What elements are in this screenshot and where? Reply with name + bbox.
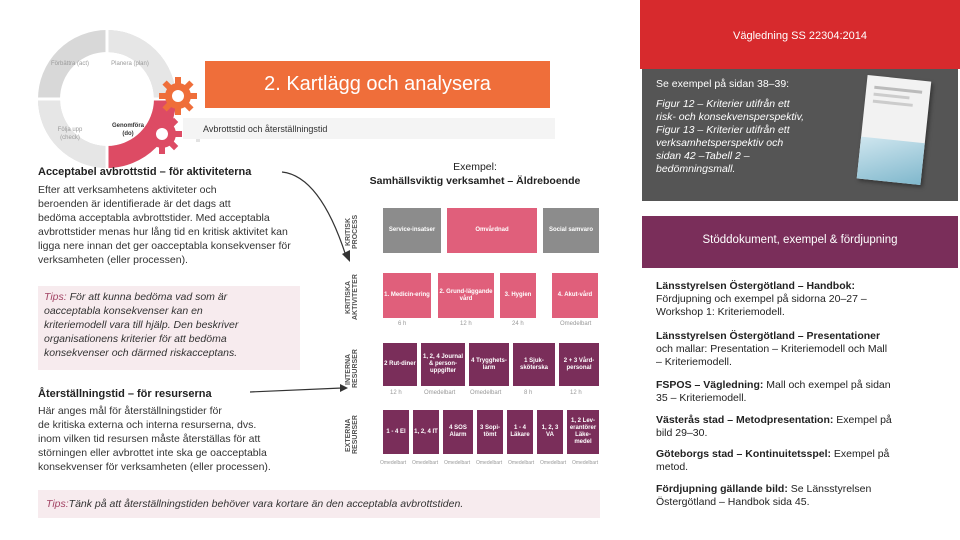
internal-time: 8 h <box>524 390 533 396</box>
cycle-label-check: Följa upp (check) <box>57 127 83 141</box>
heading-recovery-time: Återställningstid – för resurserna <box>38 388 212 400</box>
external-resource-cell: 1 - 4 El <box>383 410 409 454</box>
resource-item[interactable] <box>656 483 936 509</box>
external-resource-cell: 1, 2, 3 VA <box>537 410 563 454</box>
row-label-activities: KRITISKA AKTIVITETER <box>345 274 359 320</box>
tips-line: oacceptabla konsekvenser kan en <box>44 305 203 317</box>
resource-line: Exempel på <box>833 414 892 426</box>
section2-line: störningen eller avbrottet inte ska ge oacceptabla <box>38 447 267 459</box>
cycle-label-act: Förbättra (act) <box>50 61 89 67</box>
activity-time: 24 h <box>512 321 524 327</box>
resource-line: Östergötland – Handbok sida 45. <box>656 496 810 508</box>
resource-item[interactable] <box>656 280 936 319</box>
resource-item[interactable] <box>656 379 936 405</box>
internal-resource-cell: 2 Rut-diner <box>383 343 417 386</box>
activity-cell: 1. Medicin-ering <box>383 273 431 318</box>
tips-box-criteria <box>38 286 300 370</box>
resource-line: Se Länsstyrelsen <box>787 483 872 495</box>
resource-title: Västerås stad – Metodpresentation: <box>656 414 834 426</box>
resource-title: Länsstyrelsen Östergötland – Presentationer <box>656 330 881 342</box>
cycle-label-do: Genomföra (do) <box>111 123 144 137</box>
row-label-external: EXTERNA RESURSER <box>345 415 359 455</box>
tips-line: kriteriemodell vara till hjälp. Den beskriver <box>44 319 239 331</box>
resource-line: Fördjupning och exempel på sidorna 20–27 – <box>656 293 867 305</box>
subtitle-bar <box>183 118 555 139</box>
resource-item[interactable] <box>656 414 936 440</box>
tips-box-recovery <box>38 490 600 518</box>
resource-item[interactable] <box>656 330 936 369</box>
external-time: Omedelbart <box>572 460 599 466</box>
resource-title: FSPOS – Vägledning: <box>656 379 764 391</box>
figure-line: verksamhetsperspektiv och <box>656 137 784 149</box>
activity-cell: 2. Grund-läggande vård <box>438 273 494 318</box>
resource-line: metod. <box>656 461 689 473</box>
figure-line: Figur 12 – Kriterier utifrån ett <box>656 98 790 110</box>
resource-item[interactable] <box>656 448 936 474</box>
figure-line: bedömningsmall. <box>656 163 736 175</box>
section2-line: Här anges mål för återställningstider för <box>38 405 222 417</box>
process-cell: Service-insatser <box>383 208 441 253</box>
resource-line: – Kriteriemodell. <box>656 356 732 368</box>
resource-line: Workshop 1: Kriteriemodell. <box>656 306 785 318</box>
resource-line: 35 – Kriteriemodell. <box>656 392 747 404</box>
figure-line: risk- och konsekvensperspektiv, <box>656 111 805 123</box>
row-label-internal: INTERNA RESURSER <box>345 349 359 389</box>
tips-line: För att kunna bedöma vad som är <box>66 291 228 303</box>
subtitle-text: Avbrottstid och återställningstid <box>203 123 328 134</box>
tips-line: organisationens kriterier för att bedöma <box>44 333 227 345</box>
section1-line: Efter att verksamhetens aktiviteter och <box>38 184 217 196</box>
heading-acceptable-downtime: Acceptabel avbrottstid – för aktiviteterna <box>38 166 252 178</box>
figure-list <box>656 98 846 176</box>
example-title <box>340 160 610 188</box>
resource-line: bild 29–30. <box>656 427 708 439</box>
internal-resource-cell: 1, 2, 4 Journal & person-uppgifter <box>421 343 465 386</box>
external-time: Omedelbart <box>380 460 407 466</box>
section1-line: beroenden är identifierade är det dags att <box>38 198 231 210</box>
external-time: Omedelbart <box>540 460 567 466</box>
activity-time: 12 h <box>460 321 472 327</box>
example-title-line1: Exempel: <box>453 161 497 173</box>
section2-line: inom vilken tid resursen måste återställas för att <box>38 433 261 445</box>
figure-line: sidan 42 –Tabell 2 – <box>656 150 750 162</box>
resource-line: Mall och exempel på sidan <box>763 379 891 391</box>
gears-icon <box>150 72 210 162</box>
tips-line: konsekvenser och därmed riskacceptans. <box>44 347 238 359</box>
internal-resource-cell: 2 + 3 Vård-personal <box>559 343 599 386</box>
activity-cell: 4. Akut-vård <box>552 273 598 318</box>
resource-title: Länsstyrelsen Östergötland – Handbok: <box>656 280 855 292</box>
cycle-label-plan: Planera (plan) <box>111 61 149 67</box>
external-resource-cell: 4 SOS Alarm <box>443 410 473 454</box>
section2-line: konsekvenser för verksamheten (eller processen). <box>38 461 271 473</box>
slide-title: 2. Kartlägg och analysera <box>205 61 550 108</box>
external-resource-cell: 1 - 4 Läkare <box>507 410 533 454</box>
section1-line: bedöma acceptabla avbrottstider. Med acceptabla <box>38 212 270 224</box>
internal-time: Omedelbart <box>424 390 456 396</box>
support-docs-title: Stöddokument, exempel & fördjupning <box>702 234 898 246</box>
external-time: Omedelbart <box>508 460 535 466</box>
section2-line: de kritiska externa och interna resurserna, dvs. <box>38 419 257 431</box>
section2-body <box>38 404 338 474</box>
internal-resource-cell: 4 Trygghets-larm <box>469 343 509 386</box>
activity-time: Omedelbart <box>560 321 592 327</box>
external-time: Omedelbart <box>412 460 439 466</box>
resource-line: och mallar: Presentation – Kriteriemodell och Mall <box>656 343 888 355</box>
resource-line: Exempel på <box>831 448 890 460</box>
resource-title: Göteborgs stad – Kontinuitetsspel: <box>656 448 832 460</box>
resource-title: Fördjupning gällande bild: <box>656 483 788 495</box>
connector-arrow-2 <box>250 378 350 398</box>
external-time: Omedelbart <box>444 460 471 466</box>
see-example-text: Se exempel på sidan 38–39: <box>656 78 790 90</box>
internal-time: 12 h <box>570 390 582 396</box>
tips-text: Tänk på att återställningstiden behöver vara kortare än den acceptabla avbrottstiden. <box>68 498 464 510</box>
section1-line: verksamheten (eller processen). <box>38 254 188 266</box>
internal-resource-cell: 1 Sjuk-sköterska <box>513 343 555 386</box>
internal-time: Omedelbart <box>470 390 502 396</box>
row-label-process: KRITISK PROCESS <box>345 214 359 250</box>
guidance-title: Vägledning SS 22304:2014 <box>733 30 867 42</box>
tips-label: Tips: <box>46 498 69 510</box>
external-time: Omedelbart <box>476 460 503 466</box>
figure-line: Figur 13 – Kriterier utifrån ett <box>656 124 790 136</box>
external-resource-cell: 3 Sopi-tömt <box>477 410 503 454</box>
activity-cell: 3. Hygien <box>500 273 536 318</box>
activity-time: 6 h <box>398 321 407 327</box>
guidance-document-thumbnail[interactable] <box>857 75 932 185</box>
example-title-line2: Samhällsviktig verksamhet – Äldreboende <box>369 175 581 187</box>
internal-time: 12 h <box>390 390 402 396</box>
process-cell: Omvårdnad <box>447 208 537 253</box>
section1-line: avbrottstider menas hur lång tid en kritisk aktivitet kan <box>38 226 288 238</box>
process-cell: Social samvaro <box>543 208 599 253</box>
external-resource-cell: 1, 2, 4 IT <box>413 410 439 454</box>
section1-line: ligga nere innan det ger oacceptabla konsekvenser för <box>38 240 291 252</box>
external-resource-cell: 1, 2 Lev-erantörer Läke-medel <box>567 410 599 454</box>
tips-label: Tips: <box>44 291 67 303</box>
